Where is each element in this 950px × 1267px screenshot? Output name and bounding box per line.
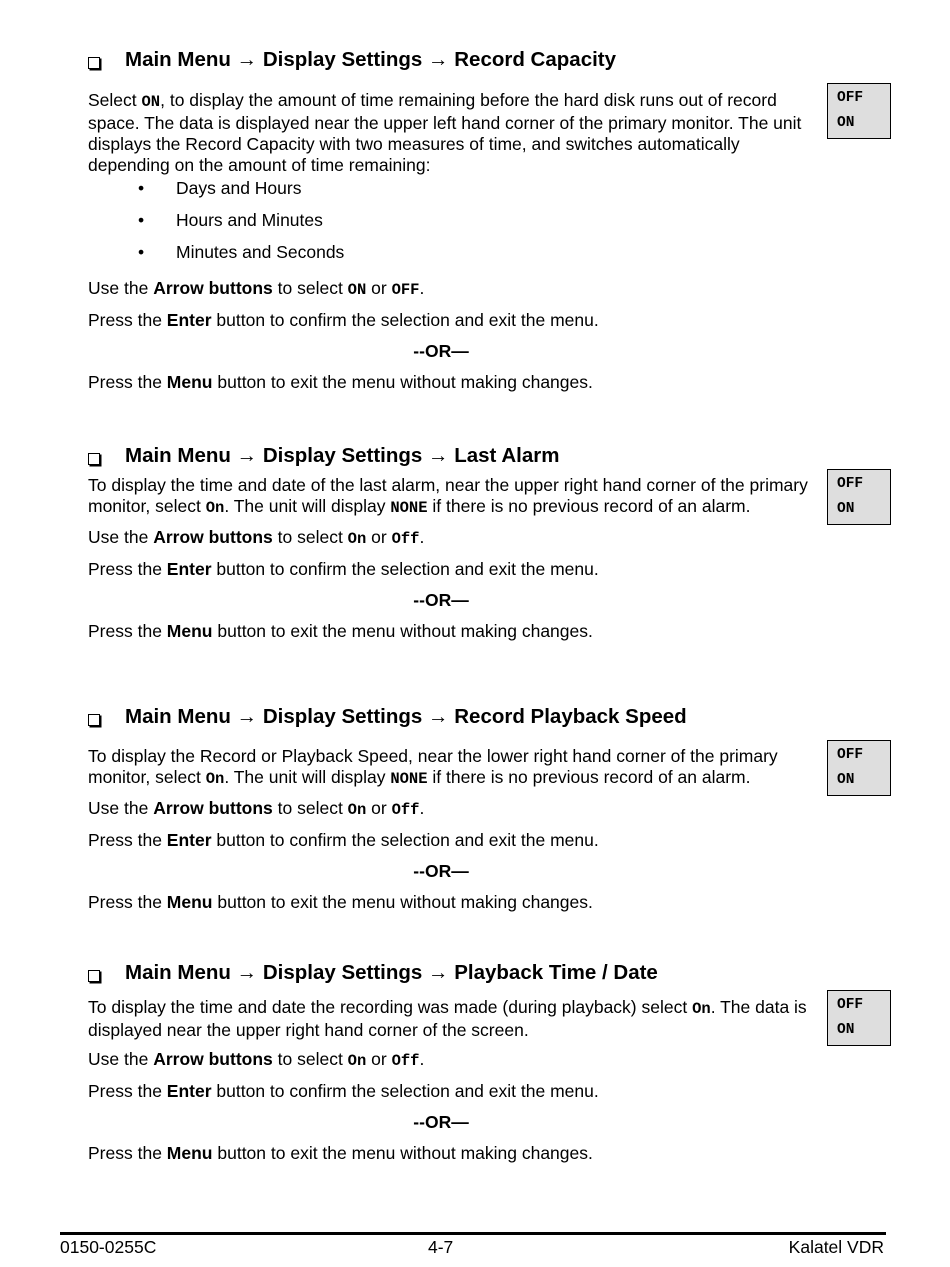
code-on: On (347, 530, 367, 548)
heading-title: Record Playback Speed (454, 705, 687, 728)
menu-option-on: ON (837, 501, 855, 517)
bold-text: Enter (166, 1081, 212, 1101)
text: to select (272, 278, 348, 298)
menu-option-off: OFF (837, 90, 864, 106)
text: Press the (88, 1143, 167, 1163)
text: Press the (88, 830, 167, 850)
menu-option-off: OFF (837, 997, 864, 1013)
text: Press the (88, 372, 167, 392)
code-on: ON (141, 93, 161, 111)
text: button to confirm the selection and exit the menu. (211, 830, 599, 850)
code-on: On (347, 801, 367, 819)
code-on: On (692, 1000, 711, 1018)
text: button to confirm the selection and exit the menu. (211, 310, 599, 330)
heading-prefix: Main Menu (125, 48, 231, 71)
checkbox-bullet-icon (88, 970, 100, 982)
footer-page-number: 4-7 (428, 1237, 454, 1257)
menu-option-on: ON (837, 1022, 855, 1038)
heading-middle: Display Settings (262, 705, 423, 728)
menu-option-off: OFF (837, 747, 864, 763)
code-on: On (205, 770, 225, 788)
code-off: Off (391, 1052, 420, 1070)
list-item (88, 178, 344, 210)
text: button to exit the menu without making changes. (212, 1143, 593, 1163)
heading-middle: Display Settings (262, 444, 423, 467)
menu-option-on: ON (837, 115, 855, 131)
code-none: NONE (390, 499, 428, 517)
text: or (366, 278, 392, 298)
list-item (88, 242, 344, 274)
list-item-text: Minutes and Seconds (176, 242, 345, 262)
text: Select (88, 90, 142, 110)
or-separator: --OR— (413, 341, 469, 361)
bold-text: Menu (166, 1143, 213, 1163)
enter-instruction (88, 1081, 823, 1102)
enter-instruction (88, 310, 823, 331)
heading-title: Playback Time / Date (454, 961, 658, 984)
text: Use the (88, 798, 154, 818)
bold-text: Enter (166, 310, 212, 330)
menu-instruction (88, 372, 823, 393)
menu-instruction (88, 1143, 823, 1164)
text: to select (272, 527, 348, 547)
text: , to display the amount of time remaining before the hard disk runs out of record space. The data is displayed near the upper left hand corner of the primary monitor. The unit displays the Record Capacity with two measures of time, and switches automatically depending on the amount of time remaining: (88, 90, 802, 175)
code-on: On (205, 499, 225, 517)
or-separator: --OR— (413, 861, 469, 881)
arrow-right-icon: → (236, 444, 258, 467)
or-separator: --OR— (413, 1112, 469, 1132)
menu-instruction (88, 621, 823, 642)
arrow-instruction (88, 1049, 823, 1072)
intro-paragraph (88, 746, 823, 790)
heading-middle: Display Settings (262, 48, 423, 71)
heading-middle: Display Settings (262, 961, 423, 984)
text: Press the (88, 559, 167, 579)
code-on: ON (347, 281, 367, 299)
text: To display the time and date of the last alarm, near the upper right hand corner of the primary monitor, select (88, 475, 808, 516)
arrow-instruction (88, 278, 823, 301)
bold-text: Menu (166, 892, 213, 912)
intro-paragraph (88, 90, 823, 176)
text: Use the (88, 527, 154, 547)
bullet-icon: • (138, 178, 145, 198)
arrow-right-icon: → (428, 961, 449, 984)
bold-text: Arrow buttons (153, 1049, 273, 1069)
menu-option-off: OFF (837, 476, 864, 492)
text: to select (272, 1049, 348, 1069)
text: To display the Record or Playback Speed, near the lower right hand corner of the primary monitor, select (88, 746, 778, 787)
arrow-right-icon: → (236, 705, 258, 728)
text: button to confirm the selection and exit the menu. (211, 1081, 599, 1101)
text: to select (272, 798, 348, 818)
text: button to exit the menu without making changes. (212, 621, 593, 641)
text: . The unit will display (224, 767, 391, 787)
arrow-right-icon: → (236, 48, 258, 71)
menu-option-box (827, 469, 891, 525)
arrow-right-icon: → (428, 705, 449, 728)
text: if there is no previous record of an alarm. (427, 767, 751, 787)
arrow-right-icon: → (236, 961, 258, 984)
text: Press the (88, 892, 167, 912)
checkbox-bullet-icon (88, 57, 100, 69)
list-item (88, 210, 344, 242)
footer-product-name: Kalatel VDR (788, 1237, 884, 1257)
list-item-text: Days and Hours (176, 178, 302, 198)
arrow-right-icon: → (428, 444, 449, 467)
text: or (366, 798, 392, 818)
text: . (419, 1049, 425, 1069)
text: or (366, 527, 392, 547)
intro-paragraph (88, 475, 823, 519)
text: To display the time and date the recording was made (during playback) select (88, 997, 693, 1017)
heading-prefix: Main Menu (125, 705, 231, 728)
menu-option-on: ON (837, 772, 855, 788)
heading-prefix: Main Menu (125, 961, 231, 984)
text: . (419, 798, 425, 818)
menu-option-box (827, 740, 891, 796)
text: Press the (88, 621, 167, 641)
text: Press the (88, 1081, 167, 1101)
text: button to exit the menu without making changes. (212, 892, 593, 912)
arrow-instruction (88, 798, 823, 821)
code-off: Off (391, 801, 420, 819)
bullet-icon: • (138, 210, 145, 230)
text: button to confirm the selection and exit the menu. (211, 559, 599, 579)
heading-title: Last Alarm (454, 444, 560, 467)
text: . The data is displayed near the upper right hand corner of the screen. (88, 997, 807, 1040)
text: Use the (88, 1049, 154, 1069)
heading-title: Record Capacity (454, 48, 617, 71)
checkbox-bullet-icon (88, 453, 100, 465)
bold-text: Enter (166, 830, 212, 850)
menu-option-box (827, 83, 891, 139)
list-item-text: Hours and Minutes (176, 210, 323, 230)
menu-option-box (827, 990, 891, 1046)
text: Press the (88, 310, 167, 330)
code-none: NONE (390, 770, 428, 788)
intro-paragraph (88, 997, 823, 1041)
text: button to exit the menu without making changes. (212, 372, 593, 392)
bold-text: Menu (166, 372, 213, 392)
code-off: Off (391, 530, 420, 548)
heading-prefix: Main Menu (125, 444, 231, 467)
arrow-right-icon: → (428, 48, 449, 71)
text: . (419, 527, 425, 547)
bullet-list (88, 178, 344, 274)
text: Use the (88, 278, 154, 298)
menu-instruction (88, 892, 823, 913)
bold-text: Menu (166, 621, 213, 641)
bold-text: Arrow buttons (153, 527, 273, 547)
text: . (419, 278, 425, 298)
checkbox-bullet-icon (88, 714, 100, 726)
text: . The unit will display (224, 496, 391, 516)
code-on: On (347, 1052, 367, 1070)
bold-text: Enter (166, 559, 212, 579)
code-off: OFF (391, 281, 420, 299)
footer-divider (60, 1232, 886, 1235)
arrow-instruction (88, 527, 823, 550)
bold-text: Arrow buttons (153, 798, 273, 818)
bold-text: Arrow buttons (153, 278, 273, 298)
text: or (366, 1049, 392, 1069)
or-separator: --OR— (413, 590, 469, 610)
bullet-icon: • (138, 242, 145, 262)
enter-instruction (88, 559, 823, 580)
text: if there is no previous record of an alarm. (427, 496, 751, 516)
enter-instruction (88, 830, 823, 851)
footer-doc-number: 0150-0255C (60, 1237, 157, 1257)
